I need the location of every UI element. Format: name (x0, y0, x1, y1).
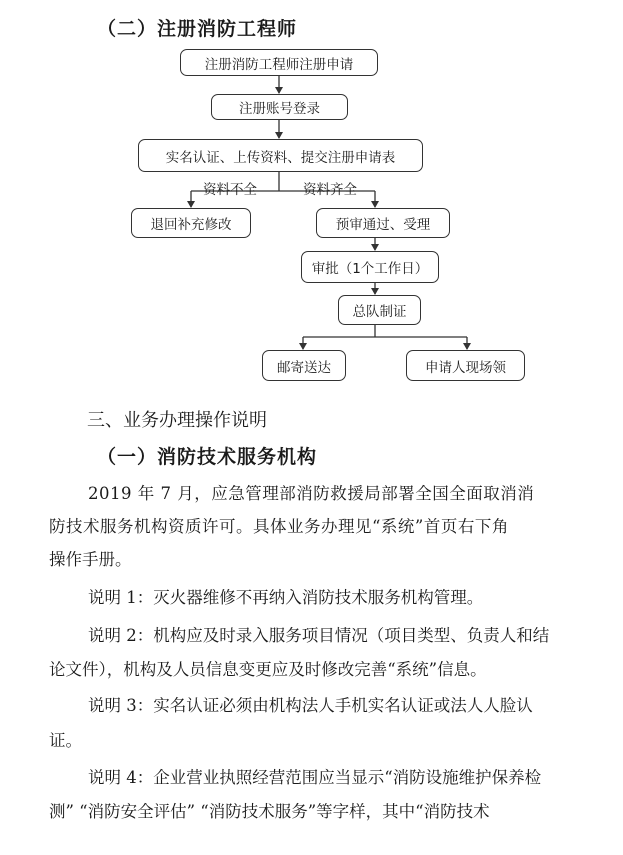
note-3-line-2: 证。 (49, 731, 82, 750)
flow-step-onsite (406, 350, 525, 381)
flow-step-return-label: 退回补充修改 (150, 217, 232, 233)
note-4-line-1: 说明 4：企业营业执照经营范围应当显示“消防设施维护保养检 (88, 768, 542, 787)
section-title: （二）注册消防工程师 (97, 18, 298, 40)
part3-title: 三、业务办理操作说明 (87, 410, 267, 431)
flow-step-apply-label: 注册消防工程师注册申请 (204, 56, 354, 73)
flow-step-approve (301, 251, 439, 283)
flow-step-approve-label: 审批（1个工作日） (311, 261, 429, 277)
flow-step-apply (180, 49, 378, 76)
intro-line-2: 防技术服务机构资质许可。具体业务办理见“系统”首页右下角 (49, 517, 509, 536)
flow-step-mail (262, 350, 346, 381)
note-2-line-2: 论文件），机构及人员信息变更应及时修改完善“系统”信息。 (49, 660, 487, 679)
note-4-line-2: 测” “消防安全评估” “消防技术服务”等字样，其中“消防技术 (49, 802, 490, 821)
intro-line-1: 2019 年 7 月，应急管理部消防救援局部署全国全面取消消 (88, 484, 535, 503)
subsection-title: （一）消防技术服务机构 (97, 446, 318, 468)
flow-step-login-label: 注册账号登录 (239, 101, 320, 117)
flow-step-return (131, 208, 251, 238)
flow-step-mail-label: 邮寄送达 (277, 359, 331, 376)
branch-label-incomplete: 资料不全 (203, 182, 257, 198)
flow-step-submit (138, 139, 423, 172)
flow-step-submit-label: 实名认证、上传资料、提交注册申请表 (165, 149, 396, 166)
note-2-line-1: 说明 2：机构应及时录入服务项目情况（项目类型、负责人和结 (88, 626, 550, 645)
intro-line-3: 操作手册。 (49, 550, 132, 569)
branch-label-complete: 资料齐全 (303, 182, 357, 198)
flow-step-login (211, 94, 348, 120)
note-3-line-1: 说明 3：实名认证必须由机构法人手机实名认证或法人人脸认 (88, 696, 533, 715)
note-1: 说明 1：灭火器维修不再纳入消防技术服务机构管理。 (88, 588, 484, 607)
flow-step-certify-label: 总队制证 (352, 304, 407, 320)
flow-step-preaudit (316, 208, 450, 238)
flow-step-certify (338, 295, 421, 325)
flow-step-onsite-label: 申请人现场领 (425, 359, 506, 376)
flow-step-preaudit-label: 预审通过、受理 (335, 217, 431, 233)
